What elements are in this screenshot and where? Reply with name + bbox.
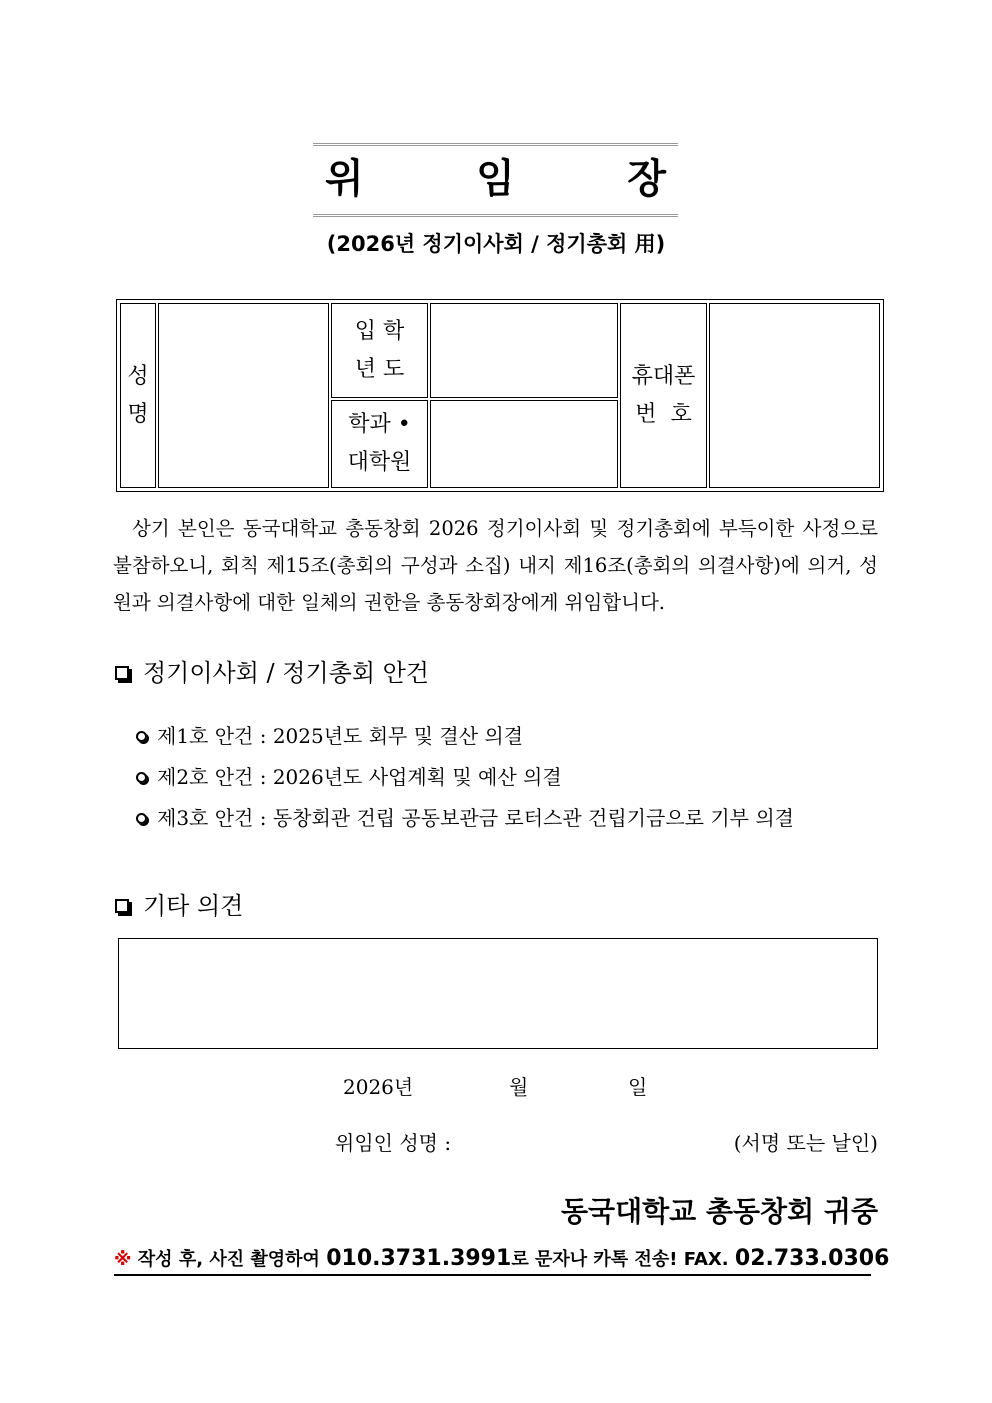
notice-text-2: 로 문자나 카톡 전송! [511, 1249, 678, 1270]
name-field[interactable] [158, 303, 329, 488]
year-field[interactable] [430, 303, 618, 398]
name-label-cell [120, 303, 156, 488]
notice-fax: 02.733.0306 [734, 1246, 890, 1271]
opinion-field[interactable] [118, 938, 878, 1049]
bullet-circle-icon [136, 813, 147, 824]
signature-note: (서명 또는 날인) [733, 1131, 878, 1155]
agenda-heading [115, 657, 429, 689]
recipient: 동국대학교 총동창회 귀중 [560, 1195, 878, 1228]
agenda-item [136, 762, 562, 792]
title-char-2: 임 [476, 156, 515, 202]
year-label-cell [331, 303, 428, 398]
notice-text-1: 작성 후, 사진 촬영하여 [137, 1249, 320, 1270]
agenda-heading-text: 정기이사회 / 정기총회 안건 [143, 659, 429, 687]
dept-label-1: 학과 • [348, 412, 411, 437]
submission-notice [114, 1244, 890, 1276]
year-label-1: 입 학 [354, 318, 405, 344]
opinion-heading [115, 890, 243, 922]
signature-label: 위임인 성명 : [335, 1131, 452, 1155]
notice-phone: 010.3731.3991 [326, 1246, 512, 1271]
title-char-3: 장 [627, 156, 666, 202]
bullet-circle-icon [136, 731, 147, 742]
name-label-1: 성 [127, 363, 149, 389]
title-char-1: 위 [325, 156, 364, 202]
bullet-circle-icon [136, 772, 147, 783]
date-year: 2026년 [343, 1075, 414, 1099]
phone-label-cell [620, 303, 707, 488]
page-title [313, 154, 678, 204]
phone-label-2: 번 호 [635, 401, 692, 427]
reference-mark-icon: ※ [114, 1249, 132, 1270]
dept-label-2: 대학원 [347, 450, 412, 475]
notice-fax-label: FAX. [683, 1249, 729, 1270]
agenda-item [136, 721, 523, 751]
year-label-2: 년 도 [354, 356, 405, 382]
info-table [116, 299, 884, 492]
subtitle: (2026년 정기이사회 / 정기총회 用) [326, 232, 666, 256]
delegation-paragraph [113, 510, 878, 621]
agenda-item [136, 803, 794, 833]
date-day: 일 [628, 1075, 648, 1099]
title-box [313, 143, 678, 217]
name-label-2: 명 [127, 401, 149, 427]
checkbox-square-icon [115, 899, 129, 913]
agenda-item-text: 제1호 안건 : 2025년도 회무 및 결산 의결 [157, 724, 524, 748]
agenda-item-text: 제2호 안건 : 2026년도 사업계획 및 예산 의결 [157, 765, 562, 789]
agenda-item-text: 제3호 안건 : 동창회관 건립 공동보관금 로터스관 건립기금으로 기부 의결 [157, 806, 794, 830]
phone-field[interactable] [709, 303, 880, 488]
checkbox-square-icon [115, 666, 129, 680]
delegation-text: 상기 본인은 동국대학교 총동창회 2026 정기이사회 및 정기총회에 부득이한 사정으로 불참하오니, 회칙 제15조(총회의 구성과 소집) 내지 제16조(총회의 의결사항)에 의거, 성원과 의결사항에 대한 일체의 권한을 총동창회장에게 위임합니다. [113, 517, 878, 614]
opinion-heading-text: 기타 의견 [143, 892, 244, 920]
phone-label-1: 휴대폰 [631, 363, 696, 389]
dept-field[interactable] [430, 400, 618, 488]
dept-label-cell [331, 400, 428, 488]
date-month: 월 [509, 1075, 529, 1099]
